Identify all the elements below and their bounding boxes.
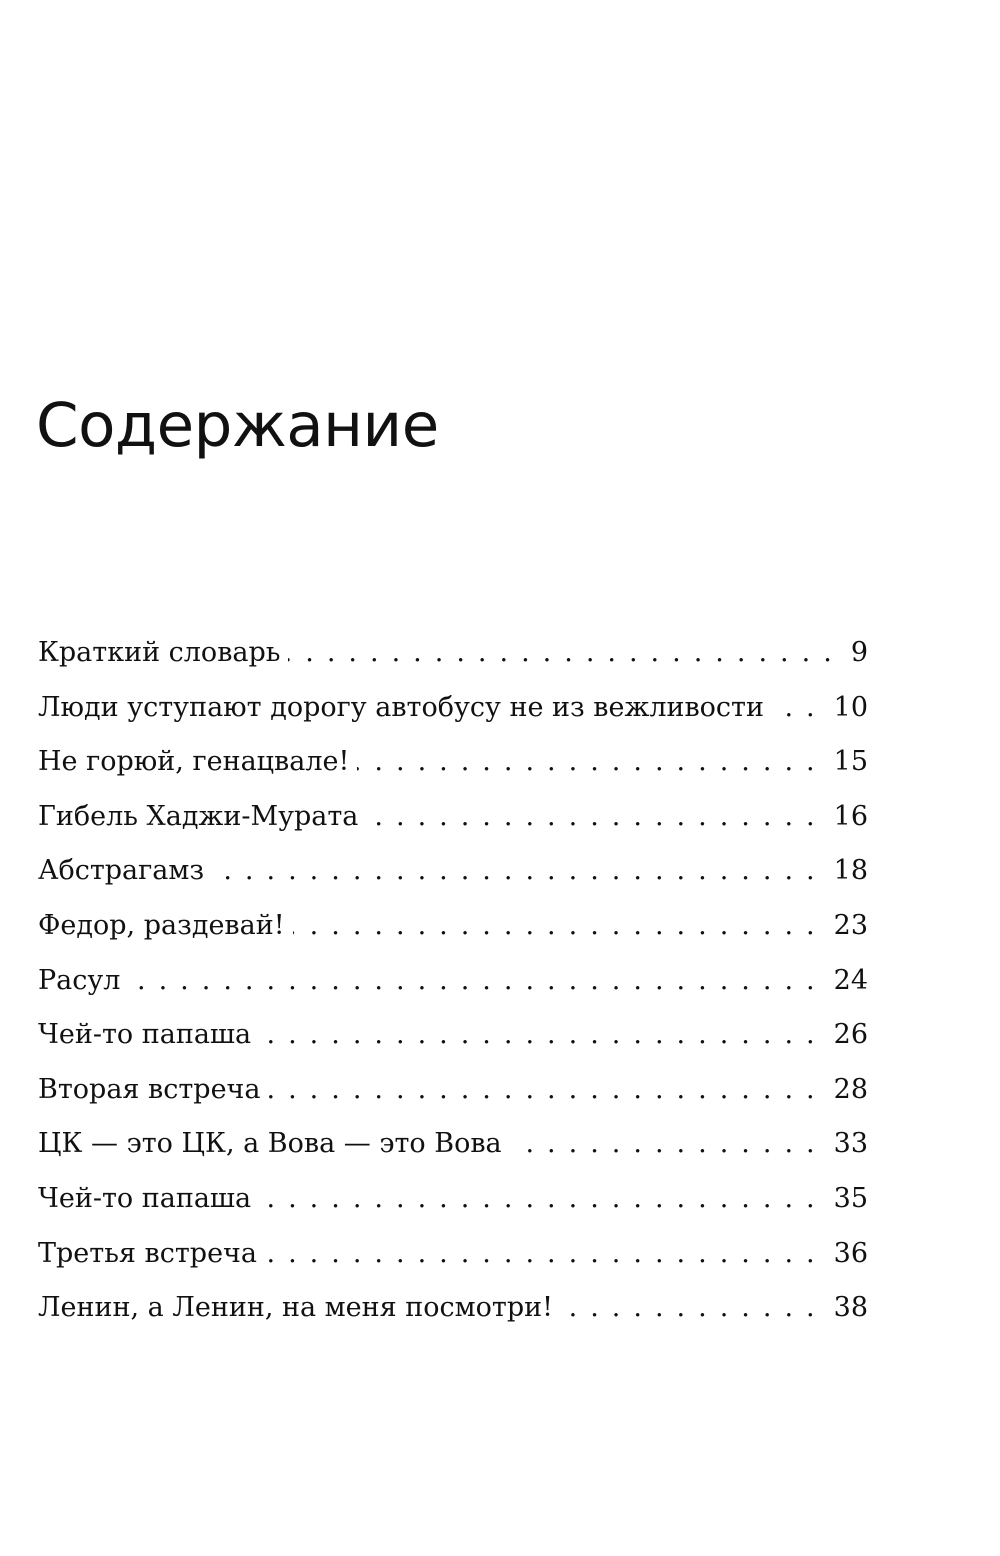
dot-leader [259,1008,828,1063]
toc-entry [38,1117,868,1172]
toc-entry [38,899,868,954]
dot-leader [128,954,827,1009]
dot-leader [265,1227,828,1282]
toc-entry-title: Чей-то папаша [38,1019,252,1051]
toc-page-number: 18 [833,855,868,887]
toc-entry-title: Чей-то папаша [38,1182,252,1214]
dot-leader [293,899,828,954]
toc-entry-title: Гибель Хаджи-Мурата [38,800,359,832]
toc-entry [38,954,868,1009]
toc-page-number: 10 [833,691,868,723]
toc-entry [38,1172,868,1227]
toc-entry [38,790,868,845]
dot-leader [510,1117,828,1172]
dot-leader [366,790,827,845]
toc-entry-title: Краткий словарь [38,637,281,668]
toc-entry-title: Федор, раздевай! [38,909,285,941]
toc-entry-title: ЦК — это ЦК, а Вова — это Вова [38,1128,502,1160]
dot-leader [259,1172,828,1227]
dot-leader [269,1063,828,1118]
toc-entry [38,1008,868,1063]
toc-page-number: 15 [833,746,868,778]
dot-leader [357,735,827,790]
toc-entry [38,1063,868,1118]
toc-entry [38,844,868,899]
dot-leader [561,1281,828,1336]
toc-page-number: 35 [833,1182,868,1214]
toc-page-number: 26 [833,1019,868,1051]
toc-entry-title: Люди уступают дорогу автобусу не из вежливости [38,691,764,723]
toc-page-number: 36 [833,1237,868,1269]
toc-list [38,626,868,1336]
toc-entry-title: Абстрагамз [38,855,205,887]
toc-entry [38,735,868,790]
toc-entry [38,626,868,681]
dot-leader [772,681,828,736]
toc-page-number: 28 [833,1073,868,1105]
toc-entry-title: Не горюй, генацвале! [38,746,350,778]
toc-entry-title: Ленин, а Ленин, на меня посмотри! [38,1292,553,1324]
toc-page-number: 38 [833,1292,868,1324]
toc-page-number: 33 [833,1128,868,1160]
toc-page-number: 23 [833,909,868,941]
toc-entry-title: Расул [38,964,121,996]
toc-page-number: 24 [833,964,868,996]
toc-entry [38,1281,868,1336]
toc-entry-title: Вторая встреча [38,1073,261,1105]
toc-entry [38,681,868,736]
toc-page-number: 16 [833,800,868,832]
toc-entry [38,1227,868,1282]
toc-heading: Содержание [36,390,439,461]
dot-leader [288,626,844,681]
toc-entry-title: Третья встреча [38,1237,257,1269]
toc-page-number: 9 [850,637,868,668]
dot-leader [212,844,828,899]
